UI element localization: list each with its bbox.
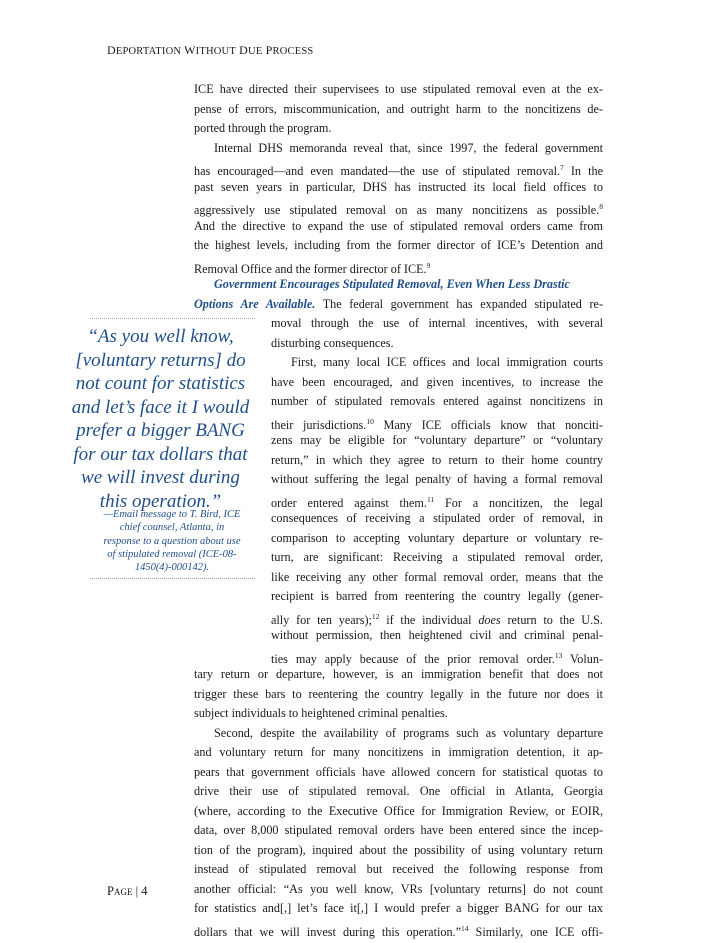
body-line: drive their use of stipulated removal. One official in Atlanta, Georgia — [194, 784, 603, 798]
pullquote — [58, 325, 263, 513]
body-line: past seven years in particular, DHS has instructed its local field offices to — [194, 179, 603, 194]
body-line: and voluntary return for many noncitizens in immigration detention, it ap- — [194, 745, 603, 759]
pullquote-line: “As you well know, — [87, 326, 234, 347]
footnote-ref: 14 — [461, 923, 469, 933]
running-header: DEPORTATION WITHOUT DUE PROCESS — [107, 43, 314, 57]
body-line: pears that government officials have allowed concern for statistical quotas to — [194, 764, 603, 779]
pullquote-line: this operation.” — [99, 490, 222, 512]
footnote-ref: 10 — [366, 416, 374, 426]
footnote-ref: 12 — [371, 611, 380, 621]
body-line: instead of stipulated removal but received the following response from — [194, 862, 603, 876]
body-line: ICE have directed their supervisees to use stipulated removal even at the ex- — [194, 82, 603, 96]
page-footer: Page | 4 — [107, 884, 148, 898]
pullquote-line: not count for statistics — [75, 373, 246, 394]
body-line: dollars that we will invest during this operation.”$^{14}$ Similarly, one ICE offi- — [194, 923, 603, 939]
body-line: like receiving any other formal removal order, means that the — [271, 569, 603, 584]
body-line: tion of the program), inquired about the possibility of using voluntary return — [194, 842, 603, 857]
body-line: trigger these bars to reentering the country legally in the future nor does it — [194, 686, 603, 701]
body-line: Options Are Available. The federal government has expanded stipulated re- — [194, 296, 603, 311]
body-line: subject individuals to heightened criminal penalties. — [194, 706, 448, 720]
body-line: number of stipulated removals entered against noncitizens in — [271, 394, 603, 408]
body-line: moval through the use of internal incentives, with several — [271, 316, 603, 330]
body-line: ties may apply because of the prior removal order.$^{13}$ Volun- — [271, 650, 604, 666]
body-line: (where, according to the Executive Office for Immigration Review, or EOIR, — [194, 803, 603, 818]
body-line: And the directive to expand the use of stipulated removal orders came from — [194, 218, 603, 233]
body-line: First, many local ICE offices and local immigration courts — [291, 355, 603, 369]
body-line: has encouraged—and even mandated—the use of stipulated removal.$^7$ In the — [194, 163, 603, 178]
body-line: data, over 8,000 stipulated removal orders have been entered since the incep- — [194, 823, 603, 837]
page-number: 4 — [141, 884, 148, 898]
section-heading: Government Encourages Stipulated Removal, Even When Less Drastic — [214, 277, 570, 291]
body-line: order entered against them.$^{11}$ For a noncitizen, the legal — [271, 494, 603, 510]
body-line: Removal Office and the former director of ICE.$^9$ — [194, 260, 431, 276]
body-line: Internal DHS memoranda reveal that, since 1997, the federal government — [214, 140, 603, 155]
footnote-ref: 8 — [599, 202, 603, 211]
body-line: without suffering the legal penalty of having a formal removal — [271, 472, 603, 486]
body-line: recipient is barred from reentering the country legally (gener- — [271, 589, 603, 603]
body-line: consequences of receiving a stipulated order of removal, in — [271, 511, 603, 525]
pullquote-line: [voluntary returns] do — [75, 349, 246, 371]
body-line: pense of errors, miscommunication, and outright harm to the noncitizens de- — [194, 101, 603, 116]
body-line: zens may be eligible for “voluntary departure” or “voluntary — [271, 433, 603, 447]
body-line: another official: “As you well know, VRs [voluntary returns] do not count — [194, 881, 603, 896]
body-line: turn, are significant: Receiving a stipulated removal order, — [271, 550, 603, 564]
body-line: Second, despite the availability of programs such as voluntary departure — [214, 725, 603, 740]
footnote-ref: 9 — [426, 260, 431, 270]
body-line: without permission, then heightened civil and criminal penal- — [271, 628, 603, 642]
pullquote-attribution: —Email message to T. Bird, ICE chief counsel, Atlanta, in response to a question about use of stipulated removal (ICE-08- 1450(4)-000142). — [103, 509, 241, 574]
body-line: aggressively use stipulated removal on as many noncitizens as possible.$^8$ — [194, 202, 603, 217]
body-line: for statistics and[,] let’s face it[,] I would prefer a bigger BANG for our tax — [194, 901, 603, 915]
pullquote-line: we will invest during — [81, 467, 240, 488]
body-line: comparison to accepting voluntary departure or voluntary re- — [271, 530, 603, 545]
body-line: return,” in which they agree to return to their home country — [271, 452, 603, 467]
pullquote-bottom-rule — [90, 578, 255, 579]
footnote-ref: 7 — [560, 163, 564, 172]
pullquote-top-rule — [90, 318, 255, 319]
body-line: disturbing consequences. — [271, 335, 394, 350]
pullquote-line: for our tax dollars that — [73, 443, 248, 465]
body-line: ally for ten years);$^{12}$ if the individual does return to the U.S. — [271, 611, 603, 627]
body-line: have been encouraged, and given incentives, to increase the — [271, 374, 603, 389]
body-line: the highest levels, including from the former director of ICE’s Detention and — [194, 238, 603, 252]
pullquote-line: prefer a bigger BANG — [76, 420, 245, 441]
footnote-ref: 11 — [426, 494, 435, 504]
body-line: tary return or departure, however, is an immigration benefit that does not — [194, 667, 603, 681]
body-line: their jurisdictions.$^{10}$ Many ICE officials know that nonciti- — [271, 416, 603, 432]
footnote-ref: 13 — [554, 650, 563, 660]
pullquote-line: and let’s face it I would — [71, 396, 250, 418]
body-line: ported through the program. — [194, 121, 332, 135]
